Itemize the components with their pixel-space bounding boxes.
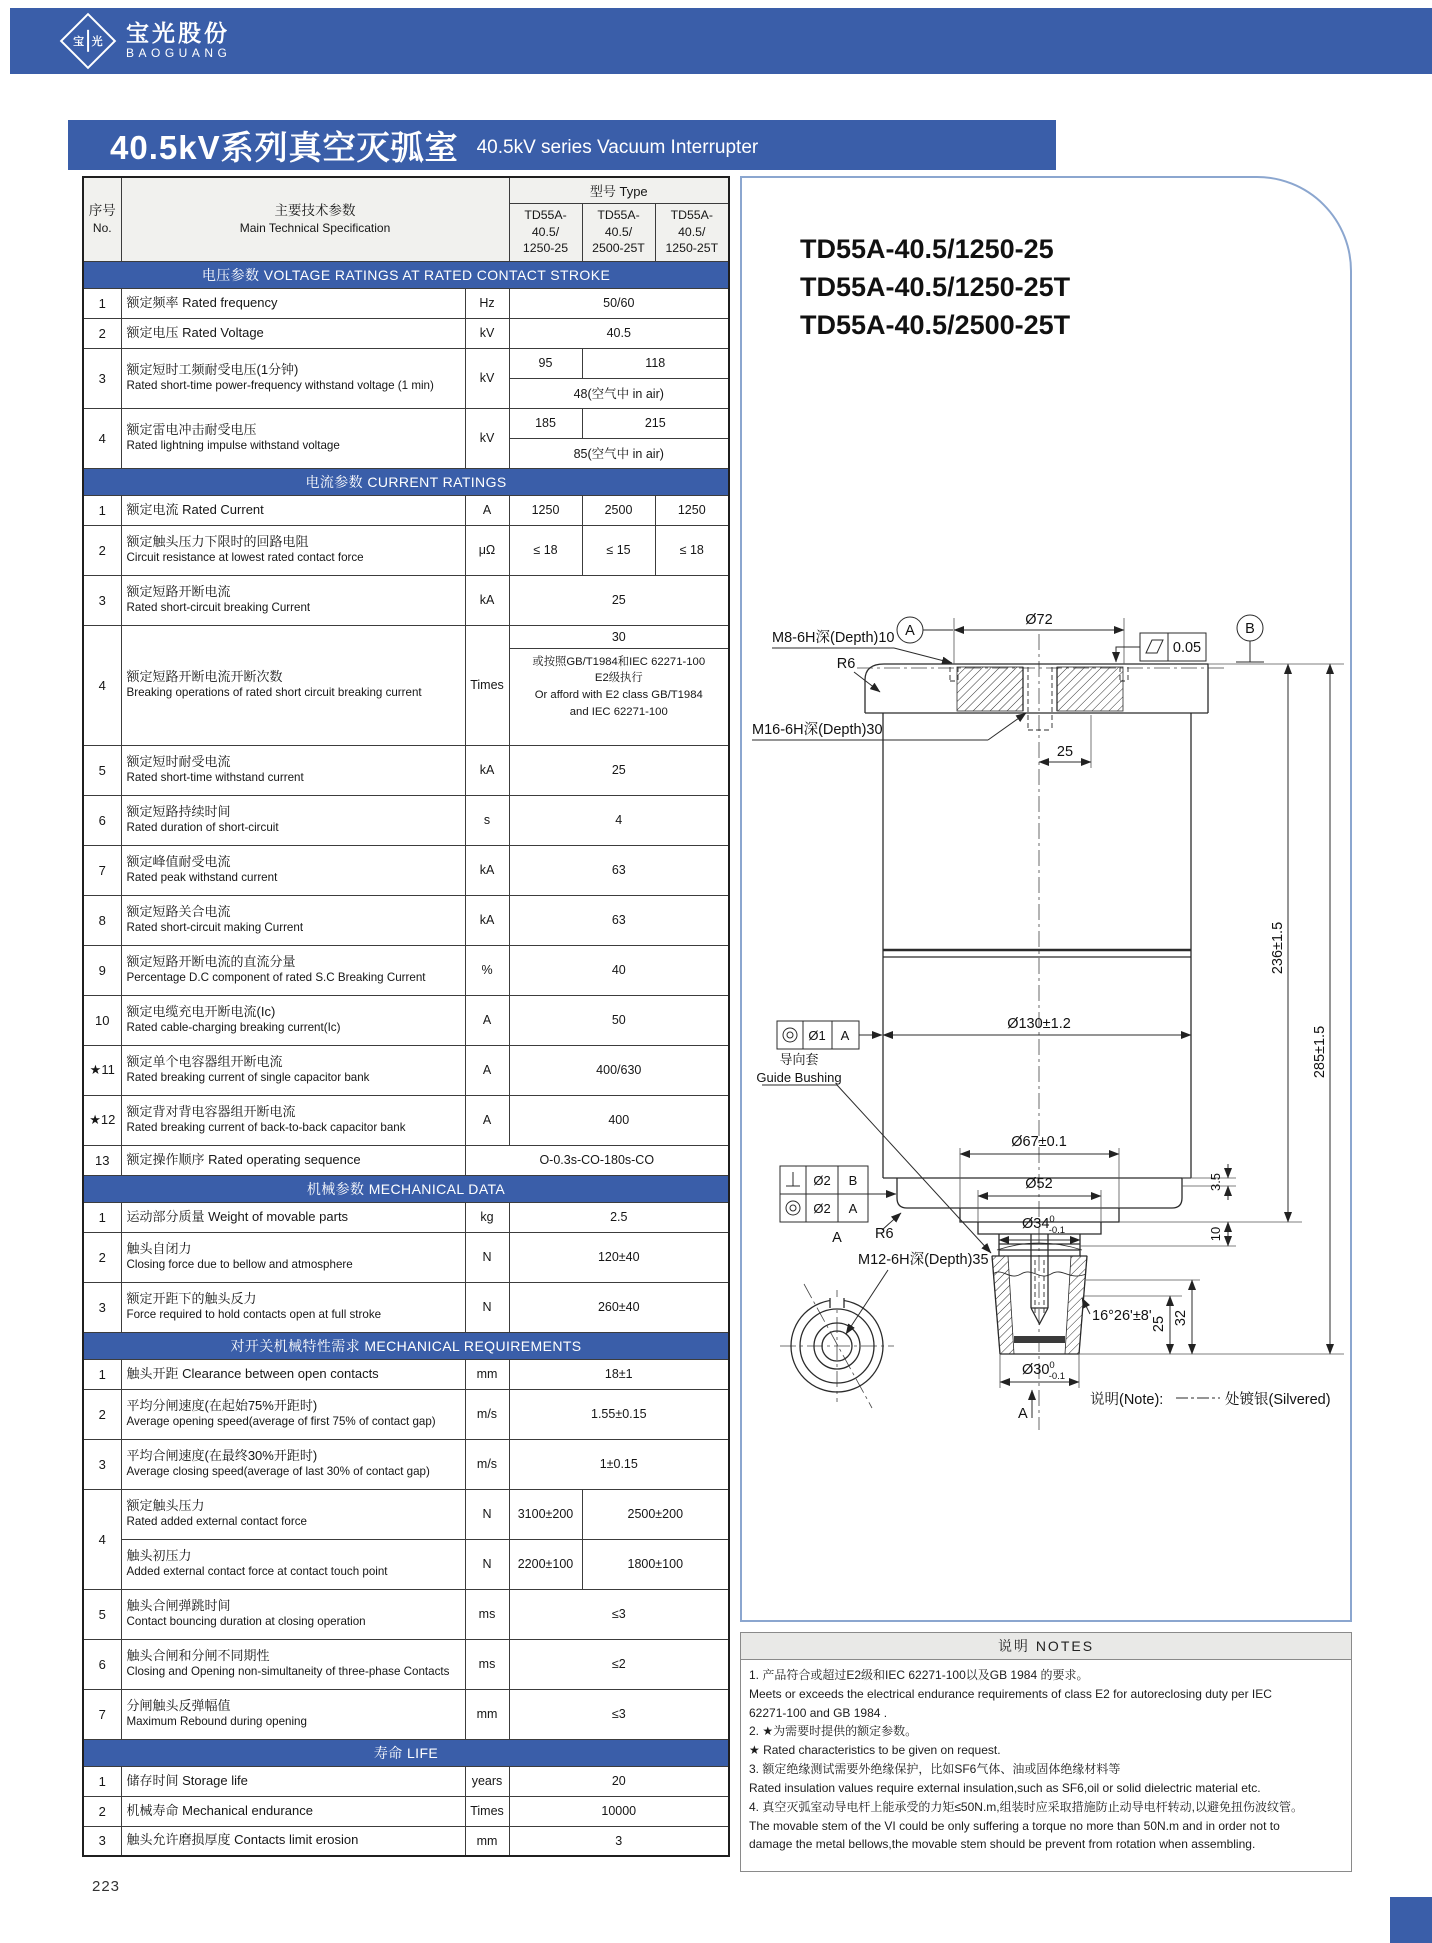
spec-name-cell: 储存时间 Storage life [121, 1766, 465, 1796]
note-line: ★ Rated characteristics to be given on request. [749, 1743, 1001, 1758]
value-cell: 2200±100 [509, 1539, 582, 1589]
dim-label-r6-top: R6 [836, 656, 856, 672]
datum-b-icon [1236, 615, 1264, 662]
spec-name-cell: 额定雷电冲击耐受电压 Rated lightning impulse withstand voltage [121, 408, 465, 468]
value-cell: 260±40 [509, 1282, 729, 1332]
top-header-bar [10, 8, 1432, 74]
value-cell: 1.55±0.15 [509, 1389, 729, 1439]
unit-cell: ms [465, 1589, 509, 1639]
technical-drawing [742, 178, 1350, 1620]
unit-cell: kA [465, 745, 509, 795]
datum-a-icon [897, 617, 953, 643]
unit-cell: kV [465, 318, 509, 348]
spec-name-cell: 额定短时工频耐受电压(1分钟) Rated short-time power-frequency withstand voltage (1 min) [121, 348, 465, 408]
note-line: Rated insulation values require external insulation,such as SF6,oil or solid dielectric material etc. [749, 1780, 1261, 1795]
note-line: Meets or exceeds the electrical endurance requirements of class E2 for autoreclosing duty per IEC [749, 1686, 1272, 1701]
spec-name-cell: 额定峰值耐受电流 Rated peak withstand current [121, 845, 465, 895]
flange-hatch-right [1057, 667, 1123, 711]
spec-name-cell: 额定触头压力下限时的回路电阻 Circuit resistance at lowest rated contact force [121, 525, 465, 575]
dim-label-285: 285±1.5 [1312, 1025, 1328, 1079]
table-row [83, 1826, 729, 1856]
table-row [83, 1389, 729, 1439]
row-number-cell: 5 [83, 745, 121, 795]
unit-cell: N [465, 1282, 509, 1332]
svg-text:B: B [848, 1173, 858, 1188]
unit-cell: kV [465, 408, 509, 468]
svg-text:A: A [848, 1201, 858, 1216]
row-number-cell: 3 [83, 1282, 121, 1332]
brand-name: 宝光股份 [126, 20, 230, 47]
row-number-cell: 5 [83, 1589, 121, 1639]
value-cell: 25 [509, 745, 729, 795]
svg-text:0.05: 0.05 [1172, 640, 1202, 656]
brand-name-en: BAOGUANG [126, 46, 232, 61]
model-title-3: TD55A-40.5/2500-25T [800, 310, 1071, 340]
spec-name-cell: 触头初压力 Added external contact force at contact touch point [121, 1539, 465, 1589]
row-number-cell: 13 [83, 1145, 121, 1175]
spec-name-cell: 触头开距 Clearance between open contacts [121, 1359, 465, 1389]
dim-label-d30: $Ø30^0$ -0.1 [1022, 1360, 1066, 1382]
table-row [83, 1095, 729, 1145]
dim-label-d130: Ø130±1.2 [1007, 1016, 1071, 1032]
unit-cell: kA [465, 575, 509, 625]
model-titles [800, 234, 1071, 340]
spec-name-cell: 额定单个电容器组开断电流 Rated breaking current of single capacitor bank [121, 1045, 465, 1095]
table-row [83, 1145, 729, 1175]
value-cell: ≤ 15 [582, 525, 655, 575]
dim-label-32: 32 [1173, 1309, 1189, 1327]
row-number-cell: 1 [83, 1202, 121, 1232]
row-number-cell: ★12 [83, 1095, 121, 1145]
model-header-cell: TD55A- 40.5/ 2500-25T [582, 203, 655, 261]
value-cell: 120±40 [509, 1232, 729, 1282]
row-number-cell: 3 [83, 348, 121, 408]
table-row [83, 1639, 729, 1689]
table-row [83, 575, 729, 625]
spec-name-cell: 额定短路持续时间 Rated duration of short-circuit [121, 795, 465, 845]
model-header-cell: TD55A- 40.5/ 1250-25T [655, 203, 729, 261]
value-cell: 2500 [582, 495, 655, 525]
note-line: The movable stem of the VI could be only suffering a torque no more than 50N.m and in order not to [749, 1818, 1280, 1833]
table-row [83, 495, 729, 525]
table-row [83, 625, 729, 745]
row-number-cell: 2 [83, 318, 121, 348]
table-header-cell: 主要技术参数 Main Technical Specification [121, 177, 509, 261]
perpendicularity-tolerance-frame [780, 1166, 868, 1222]
spec-name-cell: 额定短时耐受电流 Rated short-time withstand current [121, 745, 465, 795]
unit-cell: Times [465, 625, 509, 745]
spec-name-cell: 额定短路开断电流 Rated short-circuit breaking Current [121, 575, 465, 625]
table-row [83, 1489, 729, 1539]
unit-cell: s [465, 795, 509, 845]
guide-bushing-label-en: Guide Bushing [756, 1070, 842, 1085]
spec-name-cell: 额定操作顺序 Rated operating sequence [121, 1145, 465, 1175]
row-number-cell: 7 [83, 1689, 121, 1739]
row-number-cell: ★11 [83, 1045, 121, 1095]
flatness-icon [1146, 640, 1163, 653]
unit-cell: m/s [465, 1439, 509, 1489]
spec-name-cell: 运动部分质量 Weight of movable parts [121, 1202, 465, 1232]
value-cell: 1250 [509, 495, 582, 525]
table-row [83, 1202, 729, 1232]
note-line: 3. 额定绝缘测试需要外绝缘保护，比如SF6气体、油或固体绝缘材料等 [749, 1762, 1121, 1777]
spec-name-cell: 额定开距下的触头反力 Force required to hold contacts open at full stroke [121, 1282, 465, 1332]
note-line: 4. 真空灭弧室动导电杆上能承受的力矩≤50N.m,组装时应采取措施防止动导电杆转动,以避免扭伤波纹管。 [749, 1799, 1303, 1814]
row-number-cell: 7 [83, 845, 121, 895]
row-number-cell: 4 [83, 408, 121, 468]
table-row [83, 1439, 729, 1489]
title-bar [68, 120, 1056, 170]
table-row [83, 468, 729, 495]
guide-bushing-label-zh: 导向套 [779, 1052, 819, 1067]
movable-stem [1031, 1234, 1048, 1324]
dim-label-angle: 16°26'±8' [1092, 1308, 1152, 1324]
table-row [83, 745, 729, 795]
table-row [83, 1539, 729, 1589]
table-row [83, 1589, 729, 1639]
note-line: 1. 产品符合或超过E2级和IEC 62271-100以及GB 1984 的要求。 [749, 1668, 1089, 1682]
note-line: 62271-100 and GB 1984 . [749, 1705, 888, 1720]
value-cell: 50/60 [509, 288, 729, 318]
dim-label-m12: M12-6H深(Depth)35 [858, 1252, 989, 1268]
section-title-bar: 机械参数 MECHANICAL DATA [83, 1175, 729, 1202]
value-cell: 18±1 [509, 1359, 729, 1389]
table-row [83, 1739, 729, 1766]
unit-cell: A [465, 495, 509, 525]
unit-cell: mm [465, 1689, 509, 1739]
row-number-cell: 2 [83, 1232, 121, 1282]
spec-name-cell: 额定短路开断电流开断次数 Breaking operations of rated short circuit breaking current [121, 625, 465, 745]
unit-cell: A [465, 1095, 509, 1145]
unit-cell: mm [465, 1359, 509, 1389]
table-row [83, 525, 729, 575]
spec-name-cell: 额定触头压力 Rated added external contact force [121, 1489, 465, 1539]
spec-name-cell: 额定背对背电容器组开断电流 Rated breaking current of back-to-back capacitor bank [121, 1095, 465, 1145]
unit-cell: kg [465, 1202, 509, 1232]
table-row [83, 895, 729, 945]
table-row [83, 845, 729, 895]
dim-label-m16: M16-6H深(Depth)30 [752, 722, 883, 738]
table-row [83, 348, 729, 378]
value-cell: 63 [509, 845, 729, 895]
flatness-tolerance-frame [1140, 633, 1206, 661]
corner-mark [1390, 1897, 1432, 1943]
table-row [83, 1045, 729, 1095]
value-stack-cell: 30 或按照GB/T1984和IEC 62271-100 E2级执行 Or afford with E2 class GB/T1984 and IEC 62271-100 [509, 625, 729, 745]
silver-note-text: 处镀银(Silvered) [1225, 1392, 1331, 1408]
value-cell: 1800±100 [582, 1539, 729, 1589]
svg-text:A: A [905, 623, 915, 639]
spec-name-cell: 平均分闸速度(在起始75%开距时) Average opening speed(average of first 75% of contact gap) [121, 1389, 465, 1439]
notes-body [741, 1660, 1351, 1860]
row-number-cell: 1 [83, 495, 121, 525]
value-cell: 2500±200 [582, 1489, 729, 1539]
section-title-bar: 寿命 LIFE [83, 1739, 729, 1766]
table-row [83, 408, 729, 438]
unit-cell: A [465, 1045, 509, 1095]
svg-text:Ø2: Ø2 [813, 1201, 831, 1216]
note-line: 2. ★为需要时提供的额定参数。 [749, 1724, 918, 1739]
table-row [83, 795, 729, 845]
value-cell: 400 [509, 1095, 729, 1145]
value-cell: 4 [509, 795, 729, 845]
svg-text:B: B [1245, 621, 1255, 637]
row-number-cell: 10 [83, 995, 121, 1045]
spec-name-cell: 额定电缆充电开断电流(Ic) Rated cable-charging breaking current(Ic) [121, 995, 465, 1045]
value-cell: 40.5 [509, 318, 729, 348]
drawing-panel [740, 176, 1352, 1622]
value-cell: 10000 [509, 1796, 729, 1826]
row-number-cell: 4 [83, 1489, 121, 1589]
row-number-cell: 9 [83, 945, 121, 995]
row-number-cell: 3 [83, 575, 121, 625]
value-cell: 95 [509, 348, 582, 378]
silver-note-label: 说明(Note): [1090, 1392, 1164, 1408]
spec-name-cell: 触头自闭力 Closing force due to bellow and atmosphere [121, 1232, 465, 1282]
spec-name-cell: 额定电流 Rated Current [121, 495, 465, 525]
logo-char-right: 光 [91, 36, 103, 48]
spec-name-cell: 触头允许磨损厚度 Contacts limit erosion [121, 1826, 465, 1856]
unit-cell: N [465, 1232, 509, 1282]
dim-label-25-cup: 25 [1151, 1315, 1167, 1333]
value-cell: 1250 [655, 495, 729, 525]
dim-label-r6-bottom: R6 [875, 1226, 894, 1242]
dim-label-d52: Ø52 [1025, 1176, 1053, 1192]
value-cell: ≤ 18 [655, 525, 729, 575]
value-cell: 215 [582, 408, 729, 438]
spec-name-cell: 平均合闸速度(在最终30%开距时) Average closing speed(average of last 30% of contact gap) [121, 1439, 465, 1489]
unit-cell: % [465, 945, 509, 995]
torch-icon [87, 30, 89, 52]
value-cell: 50 [509, 995, 729, 1045]
model-header-cell: TD55A- 40.5/ 1250-25 [509, 203, 582, 261]
value-cell: ≤2 [509, 1639, 729, 1689]
row-number-cell: 4 [83, 625, 121, 745]
table-row [83, 261, 729, 288]
value-cell: 1±0.15 [509, 1439, 729, 1489]
spec-name-cell: 额定电压 Rated Voltage [121, 318, 465, 348]
dim-label-d67: Ø67±0.1 [1011, 1134, 1067, 1150]
row-number-cell: 2 [83, 1389, 121, 1439]
unit-cell: μΩ [465, 525, 509, 575]
row-number-cell: 1 [83, 1359, 121, 1389]
table-row [83, 1175, 729, 1202]
concentricity-icon [783, 1028, 797, 1042]
row-number-cell: 3 [83, 1826, 121, 1856]
unit-cell: kA [465, 895, 509, 945]
spec-name-cell: 额定频率 Rated frequency [121, 288, 465, 318]
value-cell: O-0.3s-CO-180s-CO [465, 1145, 729, 1175]
value-cell: ≤3 [509, 1689, 729, 1739]
value-cell: 3 [509, 1826, 729, 1856]
logo-char-left: 宝 [73, 36, 85, 48]
value-cell: ≤3 [509, 1589, 729, 1639]
unit-cell: ms [465, 1639, 509, 1689]
concentricity-tolerance-frame [777, 1021, 859, 1049]
value-cell: 85(空气中 in air) [509, 438, 729, 468]
table-row [83, 1232, 729, 1282]
value-cell: 118 [582, 348, 729, 378]
table-row [83, 288, 729, 318]
row-number-cell: 2 [83, 1796, 121, 1826]
note-line: damage the metal bellows,the movable stem should be prevent from rotation when assembling. [749, 1837, 1256, 1852]
row-number-cell: 3 [83, 1439, 121, 1489]
spec-name-cell: 额定短路开断电流的直流分量 Percentage D.C component of rated S.C Breaking Current [121, 945, 465, 995]
dim-label-236: 236±1.5 [1270, 921, 1286, 975]
spec-name-cell: 触头合闸弹跳时间 Contact bouncing duration at closing operation [121, 1589, 465, 1639]
unit-cell: A [465, 995, 509, 1045]
guide-bushing-cup [992, 1234, 1087, 1354]
spec-name-cell: 机械寿命 Mechanical endurance [121, 1796, 465, 1826]
unit-cell: Times [465, 1796, 509, 1826]
section-title-bar: 电流参数 CURRENT RATINGS [83, 468, 729, 495]
spec-name-cell: 触头合闸和分闸不同期性 Closing and Opening non-simultaneity of three-phase Contacts [121, 1639, 465, 1689]
notes-panel [740, 1632, 1352, 1872]
model-title-1: TD55A-40.5/1250-25 [800, 234, 1054, 264]
baoguang-logo-icon [60, 13, 117, 70]
dim-label-m8: M8-6H深(Depth)10 [772, 630, 895, 646]
row-number-cell: 2 [83, 525, 121, 575]
table-row [83, 995, 729, 1045]
value-cell: 185 [509, 408, 582, 438]
svg-text:Ø1: Ø1 [808, 1028, 826, 1043]
dim-label-d34: $Ø34^0$ -0.1 [1022, 1214, 1066, 1236]
row-number-cell: 1 [83, 1766, 121, 1796]
table-row [83, 1766, 729, 1796]
row-number-cell: 8 [83, 895, 121, 945]
unit-cell: kA [465, 845, 509, 895]
page-title-zh: 40.5kV系列真空灭弧室 [110, 128, 459, 166]
table-row [83, 945, 729, 995]
value-cell: 400/630 [509, 1045, 729, 1095]
table-row [83, 177, 729, 203]
dim-label-d72: Ø72 [1025, 612, 1053, 628]
page-title-en: 40.5kV series Vacuum Interrupter [476, 137, 759, 158]
interrupter-outline [791, 664, 1208, 1392]
unit-cell: m/s [465, 1389, 509, 1439]
spec-table [82, 176, 730, 1857]
label-a: A [832, 1230, 842, 1246]
svg-text:Ø2: Ø2 [813, 1173, 831, 1188]
brand-block [68, 8, 231, 74]
perpendicularity-icon [786, 1172, 800, 1186]
row-number-cell: 1 [83, 288, 121, 318]
notes-title: 说明 NOTES [741, 1633, 1351, 1660]
table-row [83, 1359, 729, 1389]
section-title-bar: 电压参数 VOLTAGE RATINGS AT RATED CONTACT STROKE [83, 261, 729, 288]
ceramic-body [883, 713, 1191, 1178]
unit-cell: N [465, 1539, 509, 1589]
unit-cell: years [465, 1766, 509, 1796]
model-title-2: TD55A-40.5/1250-25T [800, 272, 1071, 302]
table-row [83, 1796, 729, 1826]
svg-text:A: A [840, 1028, 850, 1043]
dim-label-25-top: 25 [1056, 744, 1074, 760]
value-cell: 20 [509, 1766, 729, 1796]
unit-cell: N [465, 1489, 509, 1539]
value-cell: 40 [509, 945, 729, 995]
unit-cell: mm [465, 1826, 509, 1856]
unit-cell: kV [465, 348, 509, 408]
section-title-bar: 对开关机械特性需求 MECHANICAL REQUIREMENTS [83, 1332, 729, 1359]
type-header-cell: 型号 Type [509, 177, 729, 203]
value-cell: ≤ 18 [509, 525, 582, 575]
value-cell: 25 [509, 575, 729, 625]
spec-name-cell: 分闸触头反弹幅值 Maximum Rebound during opening [121, 1689, 465, 1739]
table-row [83, 1282, 729, 1332]
spec-name-cell: 额定短路关合电流 Rated short-circuit making Current [121, 895, 465, 945]
concentricity-icon [786, 1201, 800, 1215]
section-view-label: A [1018, 1406, 1028, 1422]
dim-label-3-5: 3.5 [1208, 1172, 1223, 1192]
page-number: 223 [92, 1878, 121, 1895]
value-cell: 48(空气中 in air) [509, 378, 729, 408]
table-row [83, 1332, 729, 1359]
table-row [83, 318, 729, 348]
table-header-cell: 序号 No. [83, 177, 121, 261]
row-number-cell: 6 [83, 1639, 121, 1689]
row-number-cell: 6 [83, 795, 121, 845]
dim-label-10: 10 [1208, 1226, 1223, 1242]
value-cell: 63 [509, 895, 729, 945]
flange-hatch-left [957, 667, 1023, 711]
value-cell: 3100±200 [509, 1489, 582, 1539]
table-row [83, 1689, 729, 1739]
unit-cell: Hz [465, 288, 509, 318]
value-cell: 2.5 [509, 1202, 729, 1232]
